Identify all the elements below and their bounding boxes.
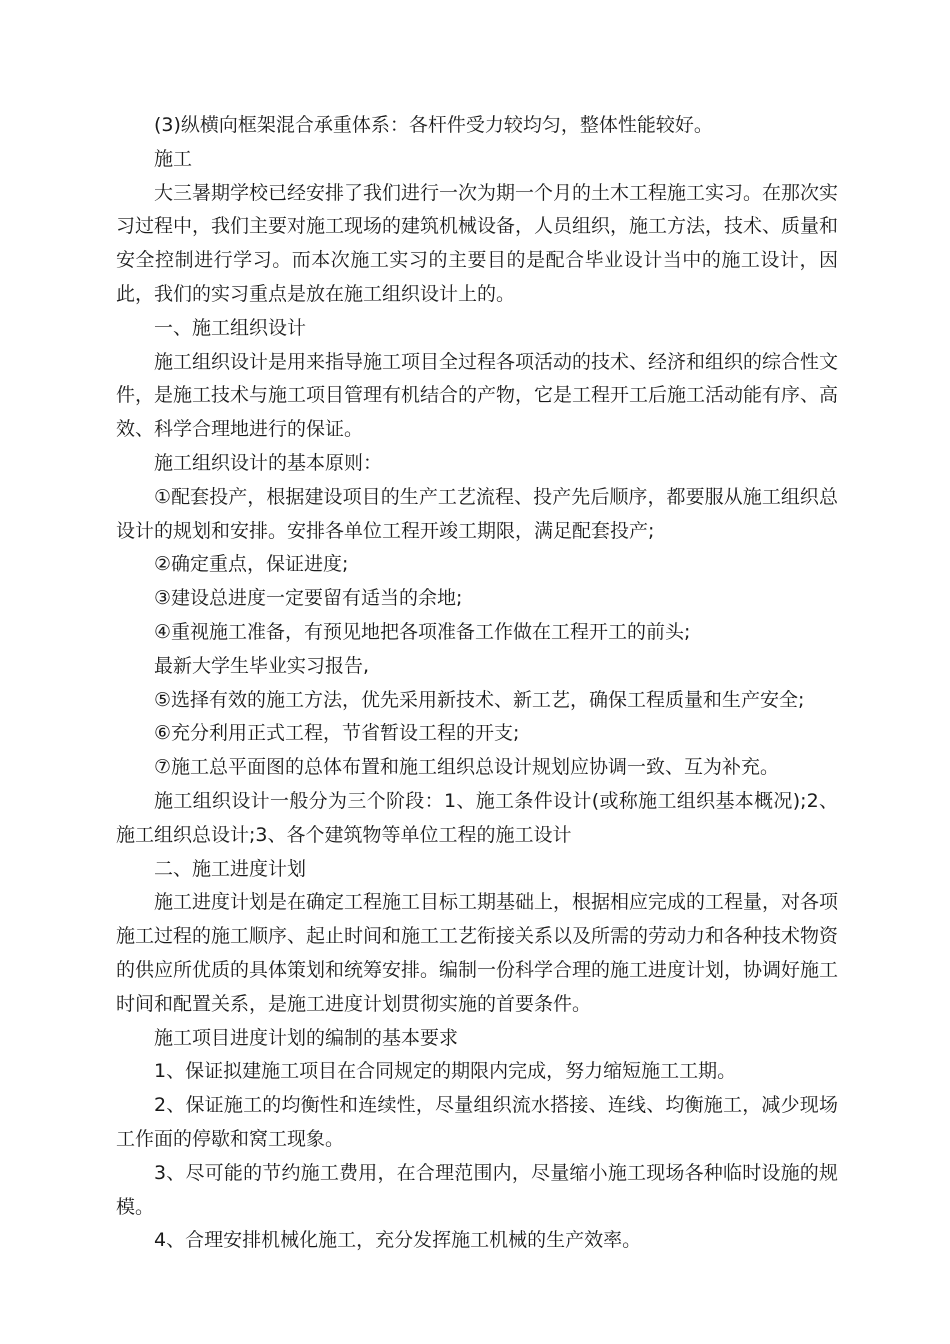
principle-item-6: ⑥充分利用正式工程，节省暂设工程的开支; xyxy=(154,722,520,745)
paragraph-internship-intro: 大三暑期学校已经安排了我们进行一次为期一个月的土木工程施工实习。在那次实习过程中，我们主要对施工现场的建筑机械设备，人员组织，施工方法，技术、质量和安全控制进行学习。而本次施工实习的主要目的是配合毕业设计当中的施工设计，因此，我们的实习重点是放在施工组织设计上的。 xyxy=(116,181,839,305)
heading-construction: 施工 xyxy=(154,147,193,170)
principle-item-7: ⑦施工总平面图的总体布置和施工组织总设计规划应协调一致、互为补充。 xyxy=(154,756,780,779)
paragraph-frame-system: (3)纵横向框架混合承重体系：各杆件受力较均匀，整体性能较好。 xyxy=(154,114,713,136)
inline-note-report: 最新大学生毕业实习报告, xyxy=(154,654,370,677)
subheading-basic-principles: 施工组织设计的基本原则： xyxy=(154,451,383,474)
principle-item-2: ②确定重点，保证进度; xyxy=(154,553,349,576)
requirement-item-2: 2、保证施工的均衡性和连续性，尽量组织流水搭接、连线、均衡施工，减少现场工作面的停歇和窝工现象。 xyxy=(116,1094,838,1150)
paragraph-schedule-definition: 施工进度计划是在确定工程施工目标工期基础上，根据相应完成的工程量，对各项施工过程的施工顺序、起止时间和施工工艺衔接关系以及所需的劳动力和各种技术物资的供应所优质的具体策划和统筹安排。编制一份科学合理的施工进度计划，协调好施工时间和配置关系，是施工进度计划贯彻实施的首要条件。 xyxy=(116,891,839,1015)
document-body xyxy=(116,109,838,1258)
requirement-item-1: 1、保证拟建施工项目在合同规定的期限内完成，努力缩短施工工期。 xyxy=(154,1060,737,1083)
requirement-item-4: 4、合理安排机械化施工，充分发挥施工机械的生产效率。 xyxy=(154,1229,642,1252)
principle-item-3: ③建设总进度一定要留有适当的余地; xyxy=(154,587,463,610)
section-heading-organization-design: 一、施工组织设计 xyxy=(154,316,307,339)
subheading-schedule-requirements: 施工项目进度计划的编制的基本要求 xyxy=(154,1026,459,1049)
paragraph-three-stages: 施工组织设计一般分为三个阶段：1、施工条件设计(或称施工组织基本概况);2、施工组织总设计;3、各个建筑物等单位工程的施工设计 xyxy=(116,789,838,846)
section-heading-schedule: 二、施工进度计划 xyxy=(154,857,307,880)
requirement-item-3: 3、尽可能的节约施工费用，在合理范围内，尽量缩小施工现场各种临时设施的规模。 xyxy=(116,1161,838,1218)
principle-item-1: ①配套投产，根据建设项目的生产工艺流程、投产先后顺序，都要服从施工组织总设计的规划和安排。安排各单位工程开竣工期限，满足配套投产; xyxy=(116,485,838,542)
paragraph-organization-design-definition: 施工组织设计是用来指导施工项目全过程各项活动的技术、经济和组织的综合性文件，是施工技术与施工项目管理有机结合的产物，它是工程开工后施工活动能有序、高效、科学合理地进行的保证。 xyxy=(116,350,839,441)
principle-item-5: ⑤选择有效的施工方法，优先采用新技术、新工艺，确保工程质量和生产安全; xyxy=(154,688,805,711)
principle-item-4: ④重视施工准备，有预见地把各项准备工作做在工程开工的前头; xyxy=(154,620,691,643)
